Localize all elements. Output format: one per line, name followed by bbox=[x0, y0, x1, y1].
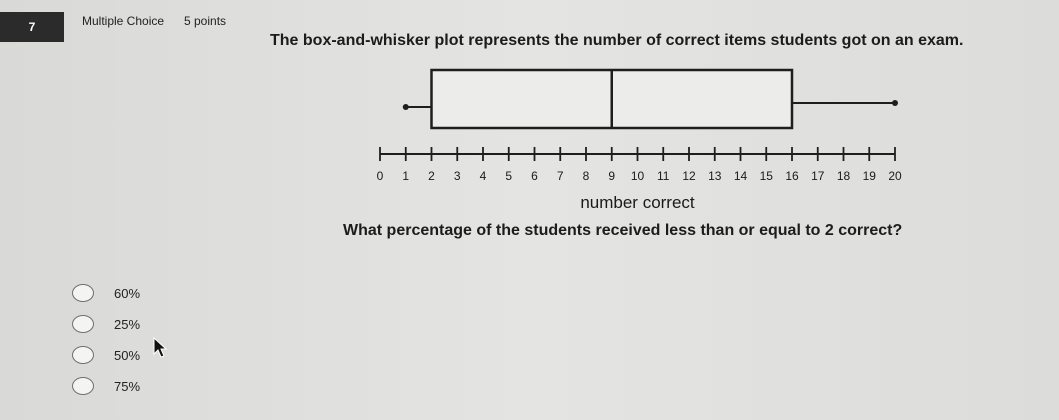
tick-label-10: 10 bbox=[630, 169, 645, 183]
tick-label-1: 1 bbox=[402, 169, 410, 183]
radio-button-c[interactable] bbox=[72, 346, 94, 364]
tick-label-3: 3 bbox=[453, 169, 461, 183]
tick-label-5: 5 bbox=[505, 169, 513, 183]
tick-label-4: 4 bbox=[479, 169, 487, 183]
tick-label-14: 14 bbox=[733, 169, 748, 183]
tick-label-6: 6 bbox=[531, 169, 538, 183]
question-stem: The box-and-whisker plot represents the number of correct items students got on an exam. bbox=[270, 32, 964, 49]
radio-button-d[interactable] bbox=[72, 377, 94, 395]
tick-label-13: 13 bbox=[708, 169, 722, 183]
question-type: Multiple Choice bbox=[82, 14, 165, 28]
option-d[interactable] bbox=[72, 377, 140, 395]
radio-button-a[interactable] bbox=[72, 284, 94, 302]
option-b[interactable] bbox=[72, 315, 140, 333]
option-d-label: 75% bbox=[114, 378, 141, 394]
tick-label-16: 16 bbox=[785, 169, 799, 183]
option-b-label: 25% bbox=[114, 316, 141, 332]
question-points: 5 points bbox=[184, 14, 227, 28]
question-prompt: What percentage of the students received less than or equal to 2 correct? bbox=[343, 222, 903, 239]
tick-label-18: 18 bbox=[836, 169, 851, 183]
min-point bbox=[403, 104, 409, 110]
mouse-cursor-icon bbox=[152, 337, 168, 359]
tick-label-9: 9 bbox=[608, 169, 616, 183]
tick-label-2: 2 bbox=[428, 169, 435, 183]
tick-label-20: 20 bbox=[888, 169, 902, 183]
x-axis-label: number correct bbox=[580, 193, 695, 212]
radio-button-b[interactable] bbox=[72, 315, 94, 333]
box-whisker-plot bbox=[360, 60, 920, 220]
question-number: 7 bbox=[0, 12, 64, 42]
tick-label-15: 15 bbox=[759, 169, 773, 183]
option-a[interactable] bbox=[72, 284, 140, 302]
option-c-label: 50% bbox=[114, 347, 141, 363]
option-a-label: 60% bbox=[114, 285, 141, 301]
tick-label-12: 12 bbox=[682, 169, 696, 183]
option-c[interactable] bbox=[72, 346, 140, 364]
tick-label-0: 0 bbox=[376, 169, 384, 183]
tick-label-11: 11 bbox=[657, 169, 670, 183]
tick-label-19: 19 bbox=[862, 169, 876, 183]
tick-label-17: 17 bbox=[811, 169, 825, 183]
tick-label-7: 7 bbox=[556, 169, 564, 183]
max-point bbox=[892, 100, 898, 106]
tick-label-8: 8 bbox=[582, 169, 590, 183]
